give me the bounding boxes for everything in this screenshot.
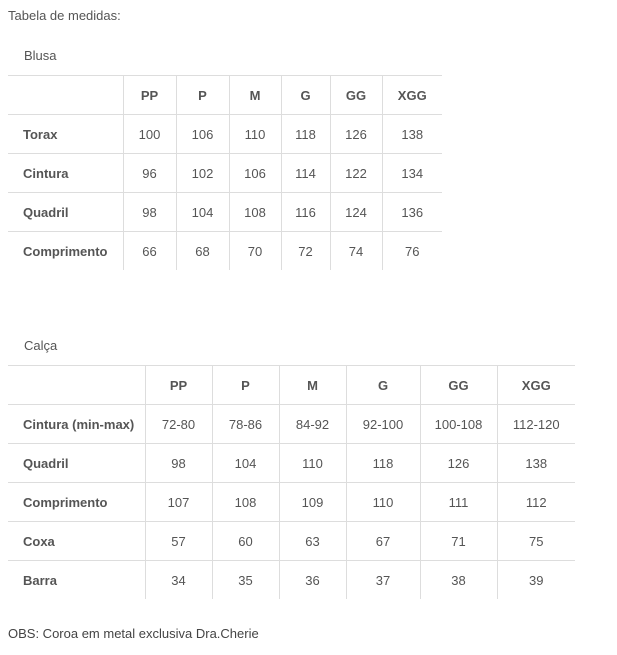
blusa-header-corner	[8, 76, 123, 115]
table-row	[8, 115, 442, 154]
table-cell: 114	[281, 154, 330, 193]
row-label: Quadril	[8, 193, 123, 232]
page-heading: Tabela de medidas:	[8, 8, 121, 23]
blusa-size-header: XGG	[382, 76, 442, 115]
blusa-size-header: PP	[123, 76, 176, 115]
table-row	[8, 232, 442, 271]
table-cell: 126	[420, 444, 497, 483]
blusa-header-row	[8, 76, 442, 115]
table-cell: 67	[346, 522, 420, 561]
blusa-size-header: GG	[330, 76, 382, 115]
row-label: Coxa	[8, 522, 145, 561]
table-row	[8, 405, 575, 444]
table-cell: 68	[176, 232, 229, 271]
table-cell: 122	[330, 154, 382, 193]
table-cell: 84-92	[279, 405, 346, 444]
calca-size-table	[8, 365, 575, 599]
table-cell: 138	[382, 115, 442, 154]
calca-size-header: G	[346, 366, 420, 405]
table-cell: 37	[346, 561, 420, 600]
row-label: Comprimento	[23, 243, 108, 259]
table-cell: 126	[330, 115, 382, 154]
table-cell: 39	[497, 561, 575, 600]
calca-size-header: GG	[420, 366, 497, 405]
table-cell: 110	[279, 444, 346, 483]
calca-header-row	[8, 366, 575, 405]
table-row	[8, 193, 442, 232]
table-row	[8, 444, 575, 483]
calca-header-corner	[8, 366, 145, 405]
table-cell: 104	[176, 193, 229, 232]
table-cell: 66	[123, 232, 176, 271]
table-row	[8, 522, 575, 561]
table-cell: 76	[382, 232, 442, 271]
table-cell: 138	[497, 444, 575, 483]
row-label: Cintura (min-max)	[8, 405, 145, 444]
table-cell: 98	[145, 444, 212, 483]
calca-title: Calça	[24, 338, 58, 353]
row-label: Barra	[23, 572, 57, 588]
table-cell: 57	[145, 522, 212, 561]
row-label: Torax	[8, 115, 123, 154]
table-cell: 109	[279, 483, 346, 522]
table-cell: 112-120	[497, 405, 575, 444]
table-cell: 108	[229, 193, 281, 232]
table-cell: 106	[176, 115, 229, 154]
table-cell: 118	[346, 444, 420, 483]
note-text: OBS: Coroa em metal exclusiva Dra.Cherie	[8, 626, 259, 641]
table-cell: 92-100	[346, 405, 420, 444]
row-label: Quadril	[8, 444, 145, 483]
table-cell: 118	[281, 115, 330, 154]
table-cell: 136	[382, 193, 442, 232]
table-cell: 100-108	[420, 405, 497, 444]
table-cell: 35	[212, 561, 279, 600]
row-label: Cintura	[8, 154, 123, 193]
table-cell: 102	[176, 154, 229, 193]
table-cell: 110	[346, 483, 420, 522]
blusa-title: Blusa	[24, 48, 57, 63]
table-cell: 108	[212, 483, 279, 522]
table-cell: 98	[123, 193, 176, 232]
table-cell: 72	[281, 232, 330, 271]
table-cell: 71	[420, 522, 497, 561]
table-row	[8, 154, 442, 193]
table-cell: 34	[145, 561, 212, 600]
table-cell: 124	[330, 193, 382, 232]
blusa-size-header: G	[281, 76, 330, 115]
table-cell: 134	[382, 154, 442, 193]
table-cell: 75	[497, 522, 575, 561]
table-cell: 104	[212, 444, 279, 483]
table-cell: 106	[229, 154, 281, 193]
table-cell: 38	[420, 561, 497, 600]
table-cell: 74	[330, 232, 382, 271]
table-cell: 96	[123, 154, 176, 193]
table-cell: 107	[145, 483, 212, 522]
table-cell: 112	[497, 483, 575, 522]
table-cell: 63	[279, 522, 346, 561]
blusa-size-header: M	[229, 76, 281, 115]
table-cell: 116	[281, 193, 330, 232]
table-cell: 111	[420, 483, 497, 522]
table-cell: 78-86	[212, 405, 279, 444]
table-cell: 60	[212, 522, 279, 561]
table-cell: 100	[123, 115, 176, 154]
calca-size-header: PP	[145, 366, 212, 405]
row-label: Comprimento	[8, 483, 145, 522]
blusa-size-table	[8, 75, 442, 270]
table-cell: 70	[229, 232, 281, 271]
table-row	[8, 483, 575, 522]
blusa-size-header: P	[176, 76, 229, 115]
table-cell: 36	[279, 561, 346, 600]
table-row	[8, 561, 575, 600]
calca-size-header: XGG	[497, 366, 575, 405]
calca-size-header: M	[279, 366, 346, 405]
table-cell: 72-80	[145, 405, 212, 444]
calca-size-header: P	[212, 366, 279, 405]
table-cell: 110	[229, 115, 281, 154]
